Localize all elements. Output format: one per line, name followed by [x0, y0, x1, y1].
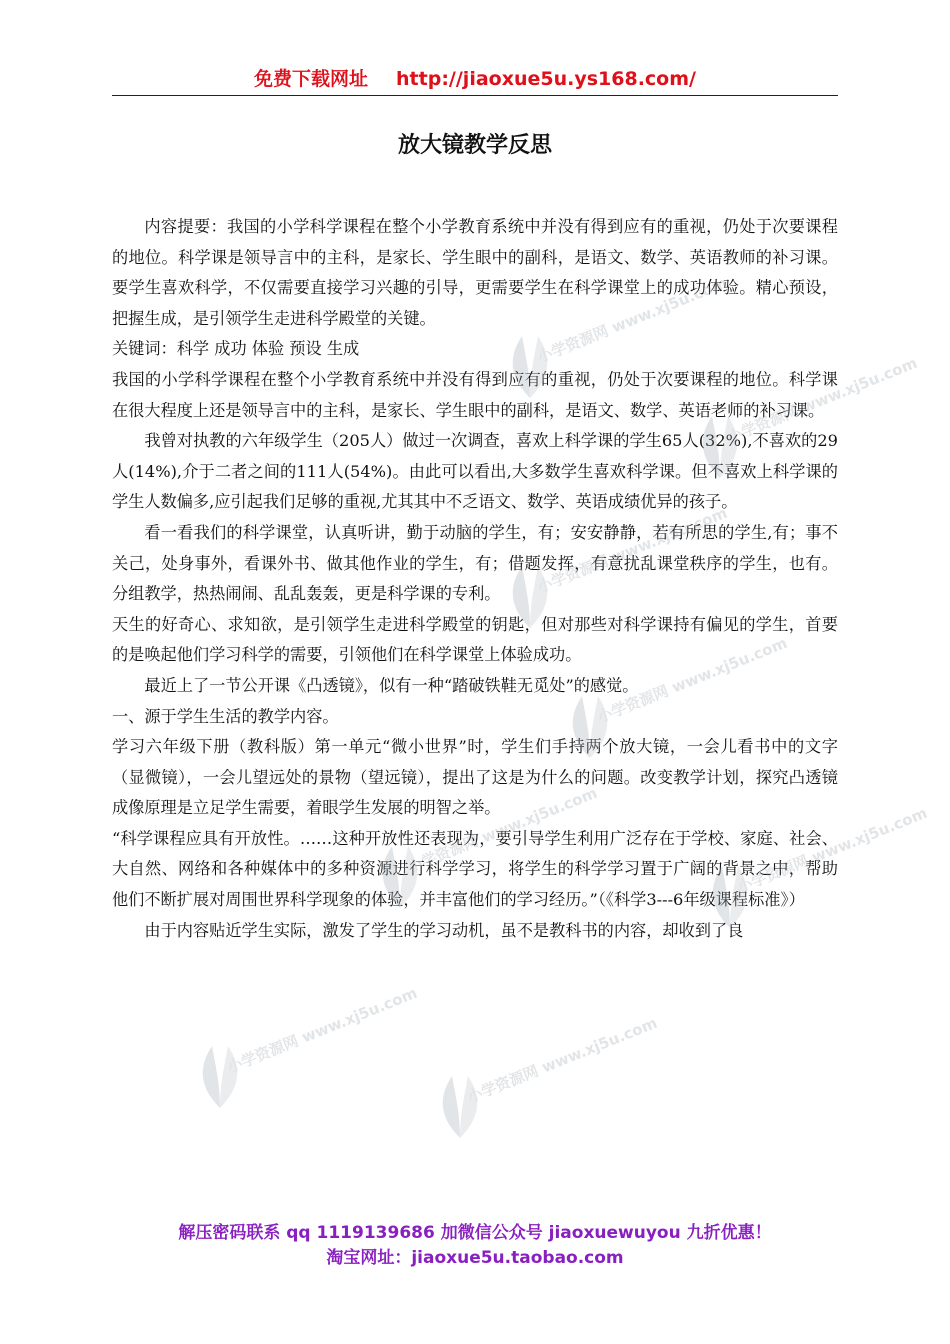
paragraph: 由于内容贴近学生实际，激发了学生的学习动机，虽不是教科书的内容，却收到了良 — [144, 920, 744, 940]
paragraph: 学习六年级下册（教科版）第一单元“微小世界”时，学生们手持两个放大镜，一会儿看书中的文字（显微镜），一会儿望远处的景物（望远镜），提出了这是为什么的问题。改变教学计划，探究凸透镜成像原理是立足学生需要，着眼学生发展的明智之举。 — [112, 737, 838, 818]
watermark-leaf-icon — [190, 1040, 250, 1110]
paragraph: 最近上了一节公开课《凸透镜》，似有一种“踏破铁鞋无觅处”的感觉。 — [144, 675, 639, 695]
paragraph-quote: “科学课程应具有开放性。……这种开放性还表现为，要引导学生利用广泛存在于学校、家庭、社会、大自然、网络和各种媒体中的多种资源进行科学学习，将学生的科学学习置于广阔的背景之中，帮助他们不断扩展对周围世界科学现象的体验，并丰富他们的学习经历。”（《科学3---6年级课程标准》） — [112, 828, 838, 910]
paragraph: 看一看我们的科学课堂，认真听讲，勤于动脑的学生，有；安安静静，若有所思的学生,有；事不关己，处身事外，看课外书、做其他作业的学生，有；借题发挥，有意扰乱课堂秩序的学生，也有。分组教学，热热闹闹、乱乱轰轰，更是科学课的专利。 — [112, 522, 838, 604]
page-title: 放大镜教学反思 — [397, 132, 552, 158]
watermark-text: 小学资源网 www.xj5u.com — [534, 503, 730, 597]
watermark-text: 小学资源网 www.xj5u.com — [224, 983, 420, 1077]
watermark-logo — [430, 1013, 660, 1150]
paragraph: 我曾对执教的六年级学生（205人）做过一次调查，喜欢上科学课的学生65人(32%),不喜欢的29人(14%),介于二者之间的111人(54%)。由此可以看出,大多数学生喜欢科学课。但不喜欢上科学课的学生人数偏多,应引起我们足够的重视,尤其其中不乏语文、数学、英语成绩优异的孩子。 — [112, 431, 838, 512]
footer-shop-link[interactable]: 淘宝网址：jiaoxue5u.taobao.com — [326, 1248, 624, 1268]
paragraph: 我国的小学科学课程在整个小学教育系统中并没有得到应有的重视，仍处于次要课程的地位。科学课在很大程度上还是领导言中的主科，是家长、学生眼中的副科，是语文、数学、英语老师的补习课。 — [112, 369, 838, 420]
paragraph-abstract: 内容提要：我国的小学科学课程在整个小学教育系统中并没有得到应有的重视，仍处于次要课程的地位。科学课是领导言中的主科，是家长、学生眼中的副科，是语文、数学、英语教师的补习课。要学生喜欢科学，不仅需要直接学习兴趣的引导，更需要学生在科学课堂上的成功体验。精心预设，把握生成，是引领学生走进科学殿堂的关键。 — [112, 217, 838, 328]
watermark-text: 小学资源网 www.xj5u.com — [724, 353, 920, 447]
watermark-text: 小学资源网 www.xj5u.com — [404, 783, 600, 877]
footer-contact: 解压密码联系 qq 1119139686 加微信公众号 jiaoxuewuyou 九折优惠！ — [178, 1223, 772, 1243]
download-url-link[interactable]: http://jiaoxue5u.ys168.com/ — [396, 68, 696, 90]
paragraph: 天生的好奇心、求知欲，是引领学生走进科学殿堂的钥匙，但对那些对科学课持有偏见的学生，首要的是唤起他们学习科学的需要，引领他们在科学课堂上体验成功。 — [112, 614, 838, 665]
watermark-text: 小学资源网 www.xj5u.com — [734, 803, 930, 897]
watermark-text: 小学资源网 www.xj5u.com — [594, 633, 790, 727]
watermark-text: 小学资源网 www.xj5u.com — [464, 1013, 660, 1107]
paragraph-keywords: 关键词：科学 成功 体验 预设 生成 — [112, 339, 360, 359]
header-divider — [112, 95, 838, 96]
download-banner — [0, 64, 950, 91]
section-heading: 一、源于学生生活的教学内容。 — [112, 706, 339, 726]
watermark-text: 小学资源网 www.xj5u.com — [534, 273, 730, 367]
watermark-leaf-icon — [430, 1070, 490, 1140]
watermark-logo — [190, 983, 420, 1120]
document-body — [112, 212, 838, 946]
download-label: 免费下载网址 — [254, 68, 369, 90]
